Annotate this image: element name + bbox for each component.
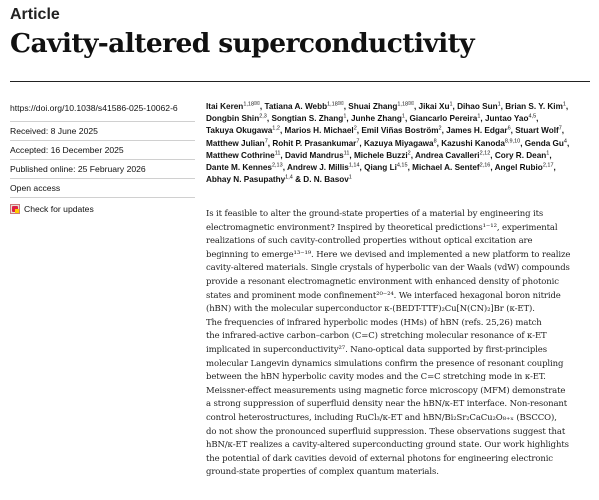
abstract-line: hBN/κ-ET realizes a cavity-altered superconducting ground state. Our work highlights [206, 440, 569, 451]
author-name[interactable]: Andrea Cavalleri [414, 150, 480, 160]
author-affiliation: 1,18 [397, 101, 409, 108]
abstract-line: provide a resonant electromagnetic environment with enhanced density of photonic [206, 276, 559, 287]
abstract-line: the potential of dark cavities devoid of external photons for engineering electronic [206, 453, 553, 464]
author-name[interactable]: Songtian S. Zhang [271, 114, 344, 124]
author-name[interactable]: Marios H. Michael [284, 126, 354, 136]
author-name[interactable]: Rohit P. Prasankumar [272, 138, 357, 148]
author-name[interactable]: Qiang Li [364, 163, 397, 173]
author-name[interactable]: Juntao Yao [484, 114, 529, 124]
author-line: Dongbin Shin$^{2,3}$, Songtian S. Zhang$^1$, Junhe Zhang$^1$, Giancarlo Pereira$^1$, Juntao Yao$^{4,5}$, [206, 113, 539, 124]
author-name[interactable]: Michael A. Sentef [412, 163, 480, 173]
author-name[interactable]: Dante M. Kennes [206, 163, 272, 173]
author-affiliation: 1,2 [272, 125, 280, 132]
author-affiliation: 2,3 [259, 113, 267, 120]
author-name[interactable]: Shuai Zhang [348, 102, 398, 111]
abstract-line: electromagnetic environment? Inspired by theoretical predictions¹⁻¹², experimental [206, 222, 558, 233]
abstract-line: beginning to emerge¹³⁻¹⁹. Here we devised and implemented a new platform to realize [206, 249, 571, 260]
abstract-line: implicated in superconductivity²⁷. Nano-optical data supported by first-principles [206, 344, 547, 355]
author-affiliation: 2,12 [479, 150, 491, 157]
author-affiliation: 2 [353, 125, 357, 132]
email-icon[interactable]: ✉ [254, 100, 260, 108]
author-affiliation: 4 [563, 137, 567, 144]
author-affiliation: 1 [348, 174, 352, 181]
article-title: Cavity-altered superconductivity [10, 28, 475, 59]
author-affiliation: 7 [264, 137, 268, 144]
author-affiliation: 2,17 [542, 162, 554, 169]
author-name[interactable]: Abhay N. Pasupathy [206, 175, 286, 185]
author-affiliation: 8 [433, 137, 437, 144]
abstract-line: cavity-altered materials. Single crystals of hyperbolic van der Waals (vdW) compounds [206, 263, 570, 274]
author-affiliation: 1 [401, 113, 405, 120]
open-access-label: Open access [10, 179, 195, 198]
author-name[interactable]: Giancarlo Pereira [409, 114, 478, 124]
author-affiliation: 2 [438, 125, 442, 132]
abstract [206, 208, 594, 480]
author-affiliation: 7 [558, 125, 562, 132]
check-for-updates-link[interactable] [10, 198, 195, 217]
author-name[interactable]: David Mandrus [284, 150, 344, 160]
abstract-line: realizations of such cavity-controlled properties without optical excitation are [206, 236, 533, 247]
author-affiliation: 11 [274, 150, 281, 157]
author-affiliation: 2 [407, 150, 411, 157]
received-date: Received: 8 June 2025 [10, 122, 195, 141]
author-affiliation: 2,16 [479, 162, 491, 169]
author-affiliation: 7 [356, 137, 360, 144]
author-name[interactable]: Itai Keren [206, 102, 244, 111]
author-line: Matthew Cothrine$^{11}$, David Mandrus$^{11}$, Michele Buzzi$^2$, Andrea Cavalleri$^{2,12}$, Cory R. Dean$^1$, [206, 150, 552, 160]
author-affiliation: 4,5 [528, 113, 537, 120]
check-for-updates-label: Check for updates [24, 204, 94, 214]
author-affiliation: 6 [507, 125, 511, 132]
author-affiliation: 8,9,10 [504, 137, 521, 144]
author-name[interactable]: Stuart Wolf [515, 126, 559, 136]
abstract-line: ground-state properties of complex quantum materials. [206, 467, 439, 478]
author-name[interactable]: Jikai Xu [418, 102, 450, 111]
title-rule [10, 81, 590, 82]
author-list [206, 101, 594, 186]
author-line: Matthew Julian$^7$, Rohit P. Prasankumar$^7$, Kazuya Miyagawa$^8$, Kazushi Kanoda$^{8,9,10}$, Genda Gu$^4$, [206, 137, 570, 148]
author-name[interactable]: D. N. Basov [303, 175, 349, 185]
abstract-line: the infrared-active carbon–carbon (C=C) stretching molecular resonance of κ-ET [206, 331, 547, 342]
abstract-line: molecular Langevin dynamics simulations confirm the presence of resonant coupling [206, 358, 564, 369]
author-name[interactable]: Dihao Sun [457, 102, 498, 111]
author-line: Abhay N. Pasupathy$^{1,4}$ & D. N. Basov$^1$ [206, 174, 352, 185]
author-name[interactable]: Andrew J. Millis [286, 163, 349, 173]
author-affiliation: 1 [562, 101, 566, 108]
abstract-line: do not show the pronounced superfluid suppression. These observations suggest that [206, 426, 566, 437]
email-icon[interactable]: ✉ [337, 100, 344, 108]
author-line: Takuya Okugawa$^{1,2}$, Marios H. Michael$^2$, Emil Viñas Boström$^2$, James H. Edgar$^6$, Stuart Wolf$^7$, [206, 125, 565, 136]
author-name[interactable]: Matthew Cothrine [206, 150, 275, 160]
author-name[interactable]: Tatiana A. Webb [264, 102, 328, 111]
author-name[interactable]: Dongbin Shin [206, 114, 260, 124]
author-affiliation: 1 [449, 101, 453, 108]
author-name[interactable]: James H. Edgar [446, 126, 508, 136]
abstract-line: control heterostructures, including RuCl₃/κ-ET and hBN/Bi₂Sr₂CaCu₂O₈₊ₓ (BSCCO), [206, 412, 557, 423]
accepted-date: Accepted: 16 December 2025 [10, 141, 195, 160]
author-affiliation: 11 [343, 150, 350, 157]
author-affiliation: 4,15 [396, 162, 408, 169]
author-affiliation: 1,18 [327, 101, 338, 108]
author-name[interactable]: Kazushi Kanoda [441, 138, 505, 148]
author-affiliation: 1 [343, 113, 347, 120]
abstract-line: Meissner-effect measurements using magnetic force microscopy (MFM) demonstrate [206, 385, 566, 396]
author-affiliation: 1,18 [243, 101, 255, 108]
abstract-line: Is it feasible to alter the ground-state properties of a material by engineering its [206, 209, 544, 219]
author-name[interactable]: Emil Viñas Boström [361, 126, 439, 136]
author-affiliation: 1,14 [348, 162, 360, 169]
article-metadata [10, 103, 195, 217]
abstract-line: between the hBN hyperbolic cavity modes and the C=C stretching mode in κ-ET. [206, 372, 546, 383]
abstract-line: (hBN) with the molecular superconductor κ-(BEDT-TTF)₂Cu[N(CN)₂]Br (κ-ET). [206, 304, 535, 315]
abstract-line: a strong suppression of superfluid density near the hBN/κ-ET interface. Non-resonant [206, 399, 568, 410]
author-affiliation: 1 [497, 101, 501, 108]
email-icon[interactable]: ✉ [408, 100, 414, 108]
doi-link[interactable]: https://doi.org/10.1038/s41586-025-10062-6 [10, 103, 195, 122]
author-name[interactable]: Angel Rubio [494, 163, 543, 173]
author-line: Dante M. Kennes$^{2,13}$, Andrew J. Millis$^{1,14}$, Qiang Li$^{4,15}$, Michael A. Sentef$^{2,16}$, Angel Rubio$^{2,17}$, [206, 162, 556, 173]
author-name[interactable]: Genda Gu [524, 138, 564, 148]
author-affiliation: 1 [546, 150, 550, 157]
author-name[interactable]: Cory R. Dean [494, 150, 547, 160]
author-name[interactable]: Junhe Zhang [350, 114, 402, 124]
author-name[interactable]: Takuya Okugawa [206, 126, 273, 136]
author-affiliation: 1,4 [285, 174, 293, 181]
check-for-updates-icon [10, 204, 20, 214]
author-affiliation: 1 [477, 113, 481, 120]
author-name[interactable]: Matthew Julian [206, 138, 265, 148]
abstract-line: states and prominent mode confinement²⁰⁻²⁴. We interfaced hexagonal boron nitride [206, 290, 561, 301]
author-affiliation: 2,13 [271, 162, 283, 169]
author-name[interactable]: Brian S. Y. Kim [505, 102, 563, 111]
author-name[interactable]: Kazuya Miyagawa [363, 138, 434, 148]
article-type-label: Article [10, 6, 60, 23]
author-line: Itai Keren$^{1,18}$✉, Tatiana A. Webb$^{1,18}$✉, Shuai Zhang$^{1,18}$✉, Jikai Xu$^1$, Dihao Sun$^1$, Brian S. Y. Kim$^1$, [206, 100, 569, 111]
author-name[interactable]: Michele Buzzi [353, 150, 408, 160]
abstract-line: The frequencies of infrared hyperbolic modes (HMs) of hBN (refs. 25,26) match [206, 317, 542, 328]
published-date: Published online: 25 February 2026 [10, 160, 195, 179]
